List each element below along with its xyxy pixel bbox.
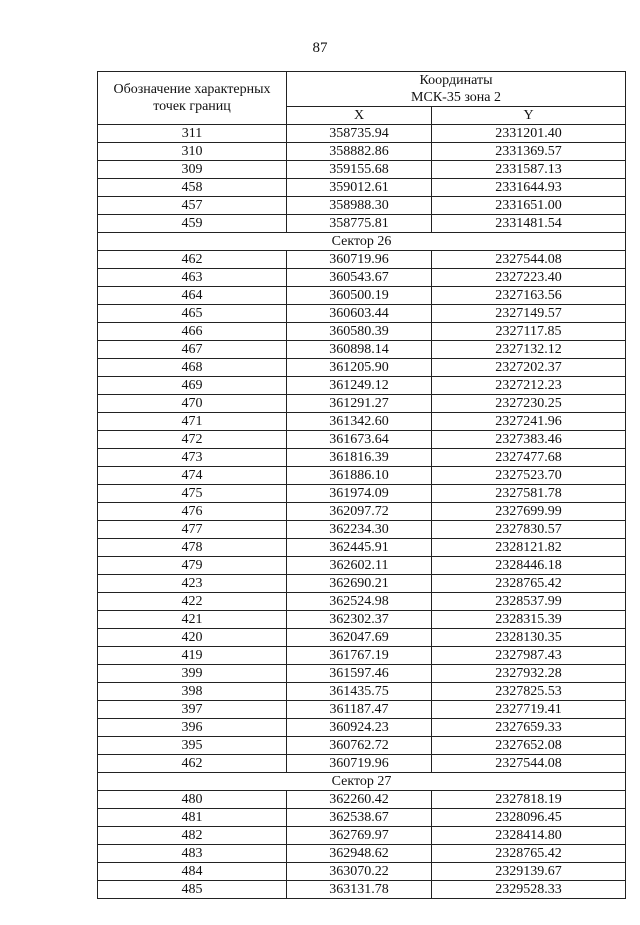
table-row — [98, 611, 626, 629]
y-coordinate-cell: 2331201.40 — [432, 125, 626, 143]
point-cell: 419 — [98, 647, 287, 665]
y-coordinate-cell: 2328096.45 — [432, 809, 626, 827]
y-coordinate-cell: 2331481.54 — [432, 215, 626, 233]
table-row — [98, 125, 626, 143]
point-designation-header — [98, 72, 287, 125]
x-coordinate-cell: 362690.21 — [287, 575, 432, 593]
y-coordinate-cell: 2327719.41 — [432, 701, 626, 719]
point-cell: 457 — [98, 197, 287, 215]
y-coordinate-cell: 2331587.13 — [432, 161, 626, 179]
table-row — [98, 341, 626, 359]
table-row — [98, 809, 626, 827]
table-row — [98, 881, 626, 899]
point-cell: 463 — [98, 269, 287, 287]
y-coordinate-cell: 2327544.08 — [432, 755, 626, 773]
y-coordinate-cell: 2328121.82 — [432, 539, 626, 557]
table-row — [98, 251, 626, 269]
point-cell: 423 — [98, 575, 287, 593]
y-coordinate-cell: 2327477.68 — [432, 449, 626, 467]
x-coordinate-cell: 361291.27 — [287, 395, 432, 413]
y-coordinate-cell: 2328765.42 — [432, 575, 626, 593]
x-coordinate-cell: 362445.91 — [287, 539, 432, 557]
table-row — [98, 755, 626, 773]
point-cell: 422 — [98, 593, 287, 611]
x-coordinate-cell: 358735.94 — [287, 125, 432, 143]
x-coordinate-cell: 359012.61 — [287, 179, 432, 197]
table-row — [98, 269, 626, 287]
point-cell: 310 — [98, 143, 287, 161]
x-coordinate-cell: 363131.78 — [287, 881, 432, 899]
x-coordinate-cell: 362948.62 — [287, 845, 432, 863]
y-coordinate-cell: 2327383.46 — [432, 431, 626, 449]
point-cell: 476 — [98, 503, 287, 521]
table-row — [98, 845, 626, 863]
coordinates-header-line1: Координаты — [419, 73, 493, 88]
x-coordinate-cell: 361187.47 — [287, 701, 432, 719]
x-coordinate-cell: 361974.09 — [287, 485, 432, 503]
table-row — [98, 449, 626, 467]
page-number: 87 — [312, 40, 328, 56]
point-cell: 482 — [98, 827, 287, 845]
point-cell: 309 — [98, 161, 287, 179]
y-coordinate-cell: 2327117.85 — [432, 323, 626, 341]
x-coordinate-cell: 361342.60 — [287, 413, 432, 431]
y-coordinate-cell: 2327163.56 — [432, 287, 626, 305]
y-coordinate-cell: 2328446.18 — [432, 557, 626, 575]
table-row — [98, 701, 626, 719]
point-cell: 484 — [98, 863, 287, 881]
sector-label: Сектор 27 — [98, 773, 626, 791]
y-coordinate-cell: 2328537.99 — [432, 593, 626, 611]
sector-label: Сектор 26 — [98, 233, 626, 251]
table-row — [98, 287, 626, 305]
point-cell: 398 — [98, 683, 287, 701]
point-designation-header-line1: Обозначение характерных — [113, 82, 271, 97]
table-row — [98, 503, 626, 521]
point-cell: 481 — [98, 809, 287, 827]
point-cell: 462 — [98, 755, 287, 773]
x-coordinate-cell: 360898.14 — [287, 341, 432, 359]
y-coordinate-cell: 2327987.43 — [432, 647, 626, 665]
y-coordinate-cell: 2327132.12 — [432, 341, 626, 359]
table-row — [98, 719, 626, 737]
point-cell: 458 — [98, 179, 287, 197]
x-coordinate-cell: 361767.19 — [287, 647, 432, 665]
x-coordinate-cell: 361205.90 — [287, 359, 432, 377]
y-coordinate-cell: 2327544.08 — [432, 251, 626, 269]
x-coordinate-cell: 360719.96 — [287, 755, 432, 773]
x-coordinate-cell: 359155.68 — [287, 161, 432, 179]
x-coordinate-cell: 361597.46 — [287, 665, 432, 683]
y-coordinate-cell: 2331644.93 — [432, 179, 626, 197]
table-row — [98, 791, 626, 809]
table-row — [98, 863, 626, 881]
point-cell: 468 — [98, 359, 287, 377]
table-row — [98, 161, 626, 179]
point-cell: 466 — [98, 323, 287, 341]
point-cell: 399 — [98, 665, 287, 683]
y-coordinate-cell: 2329528.33 — [432, 881, 626, 899]
point-cell: 395 — [98, 737, 287, 755]
y-coordinate-cell: 2327581.78 — [432, 485, 626, 503]
y-coordinate-cell: 2327699.99 — [432, 503, 626, 521]
table-row — [98, 395, 626, 413]
point-cell: 483 — [98, 845, 287, 863]
y-coordinate-cell: 2327652.08 — [432, 737, 626, 755]
x-coordinate-cell: 360719.96 — [287, 251, 432, 269]
y-coordinate-cell: 2327523.70 — [432, 467, 626, 485]
sector-row — [98, 773, 626, 791]
x-coordinate-cell: 362524.98 — [287, 593, 432, 611]
table-row — [98, 647, 626, 665]
x-coordinate-cell: 360924.23 — [287, 719, 432, 737]
x-coordinate-cell: 358882.86 — [287, 143, 432, 161]
table-row — [98, 737, 626, 755]
x-coordinate-cell: 361886.10 — [287, 467, 432, 485]
y-coordinate-cell: 2327202.37 — [432, 359, 626, 377]
point-cell: 477 — [98, 521, 287, 539]
point-cell: 459 — [98, 215, 287, 233]
x-coordinate-cell: 358988.30 — [287, 197, 432, 215]
table-row — [98, 575, 626, 593]
y-coordinate-cell: 2327149.57 — [432, 305, 626, 323]
x-coordinate-cell: 362097.72 — [287, 503, 432, 521]
point-cell: 472 — [98, 431, 287, 449]
x-column-header: X — [287, 107, 432, 125]
table-header — [98, 72, 626, 125]
table-row — [98, 143, 626, 161]
table-row — [98, 467, 626, 485]
table-row — [98, 539, 626, 557]
point-cell: 421 — [98, 611, 287, 629]
y-coordinate-cell: 2327212.23 — [432, 377, 626, 395]
x-coordinate-cell: 361673.64 — [287, 431, 432, 449]
table-row — [98, 485, 626, 503]
table-row — [98, 827, 626, 845]
table-row — [98, 179, 626, 197]
sector-row — [98, 233, 626, 251]
point-cell: 462 — [98, 251, 287, 269]
table-row — [98, 215, 626, 233]
x-coordinate-cell: 360580.39 — [287, 323, 432, 341]
x-coordinate-cell: 362302.37 — [287, 611, 432, 629]
x-coordinate-cell: 362260.42 — [287, 791, 432, 809]
y-coordinate-cell: 2331651.00 — [432, 197, 626, 215]
y-coordinate-cell: 2331369.57 — [432, 143, 626, 161]
x-coordinate-cell: 361816.39 — [287, 449, 432, 467]
table-row — [98, 683, 626, 701]
x-coordinate-cell: 360500.19 — [287, 287, 432, 305]
table-row — [98, 431, 626, 449]
table-row — [98, 359, 626, 377]
x-coordinate-cell: 363070.22 — [287, 863, 432, 881]
point-cell: 464 — [98, 287, 287, 305]
y-coordinate-cell: 2328315.39 — [432, 611, 626, 629]
point-cell: 396 — [98, 719, 287, 737]
coordinates-header-line2: МСК-35 зона 2 — [411, 90, 501, 105]
y-coordinate-cell: 2327825.53 — [432, 683, 626, 701]
point-cell: 397 — [98, 701, 287, 719]
point-cell: 479 — [98, 557, 287, 575]
table-row — [98, 629, 626, 647]
table-row — [98, 323, 626, 341]
table-row — [98, 557, 626, 575]
table-row — [98, 665, 626, 683]
point-cell: 471 — [98, 413, 287, 431]
point-cell: 467 — [98, 341, 287, 359]
table-row — [98, 521, 626, 539]
y-coordinate-cell: 2328414.80 — [432, 827, 626, 845]
table-row — [98, 377, 626, 395]
x-coordinate-cell: 361249.12 — [287, 377, 432, 395]
coordinates-header — [287, 72, 626, 107]
x-coordinate-cell: 360603.44 — [287, 305, 432, 323]
table-row — [98, 593, 626, 611]
table-row — [98, 197, 626, 215]
y-coordinate-cell: 2327230.25 — [432, 395, 626, 413]
y-coordinate-cell: 2328765.42 — [432, 845, 626, 863]
y-coordinate-cell: 2327932.28 — [432, 665, 626, 683]
y-coordinate-cell: 2327659.33 — [432, 719, 626, 737]
x-coordinate-cell: 362234.30 — [287, 521, 432, 539]
y-coordinate-cell: 2329139.67 — [432, 863, 626, 881]
point-cell: 473 — [98, 449, 287, 467]
x-coordinate-cell: 358775.81 — [287, 215, 432, 233]
point-cell: 485 — [98, 881, 287, 899]
x-coordinate-cell: 360543.67 — [287, 269, 432, 287]
point-cell: 420 — [98, 629, 287, 647]
y-coordinate-cell: 2327818.19 — [432, 791, 626, 809]
point-designation-header-line2: точек границ — [153, 99, 231, 114]
x-coordinate-cell: 362047.69 — [287, 629, 432, 647]
point-cell: 465 — [98, 305, 287, 323]
x-coordinate-cell: 362538.67 — [287, 809, 432, 827]
table-body — [98, 125, 626, 899]
point-cell: 474 — [98, 467, 287, 485]
y-column-header: Y — [432, 107, 626, 125]
x-coordinate-cell: 362602.11 — [287, 557, 432, 575]
point-cell: 469 — [98, 377, 287, 395]
point-cell: 480 — [98, 791, 287, 809]
point-cell: 470 — [98, 395, 287, 413]
y-coordinate-cell: 2327241.96 — [432, 413, 626, 431]
point-cell: 478 — [98, 539, 287, 557]
table-row — [98, 305, 626, 323]
y-coordinate-cell: 2328130.35 — [432, 629, 626, 647]
y-coordinate-cell: 2327830.57 — [432, 521, 626, 539]
x-coordinate-cell: 360762.72 — [287, 737, 432, 755]
point-cell: 311 — [98, 125, 287, 143]
point-cell: 475 — [98, 485, 287, 503]
y-coordinate-cell: 2327223.40 — [432, 269, 626, 287]
table-row — [98, 413, 626, 431]
x-coordinate-cell: 361435.75 — [287, 683, 432, 701]
x-coordinate-cell: 362769.97 — [287, 827, 432, 845]
coordinates-table — [97, 71, 626, 899]
